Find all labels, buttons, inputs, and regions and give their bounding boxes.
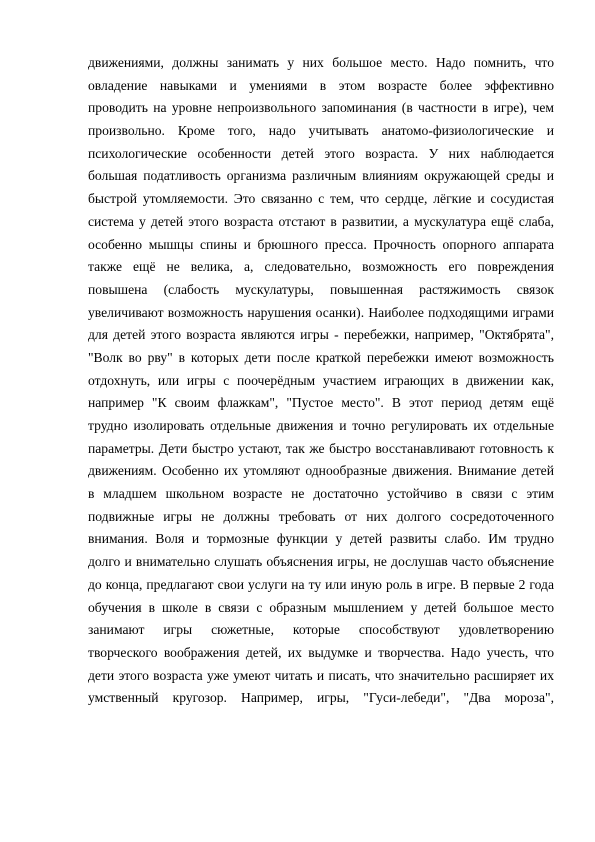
text-line: обучения в школе в связи с образным мышлением у детей большое место xyxy=(88,599,554,615)
text-line: долго и внимательно слушать объяснения игры, не дослушав часто объяснение xyxy=(88,554,554,570)
text-line: отдохнуть, или игры с поочерёдным участием играющих в движении как, xyxy=(88,372,554,388)
text-line: "Волк во рву" в которых дети после краткой перебежки имеют возможность xyxy=(88,349,554,365)
text-line: овладение навыками и умениями в этом возрасте более эффективно xyxy=(88,77,554,93)
text-line: умственный кругозор. Например, игры, "Гуси-лебеди", "Два мороза", xyxy=(88,690,554,706)
text-line: быстрой утомляемости. Это связанно с тем, что сердце, лёгкие и сосудистая xyxy=(88,191,554,207)
text-line: большая податливость организма различным влияниям окружающей среды и xyxy=(88,168,554,184)
text-line: трудно изолировать отдельные движения и точно регулировать их отдельные xyxy=(88,418,554,433)
text-line: психологические особенности детей этого возраста. У них наблюдается xyxy=(88,145,554,161)
text-line: система у детей этого возраста отстают в развитии, а мускулатура ещё слаба, xyxy=(88,213,554,229)
text-line: особенно мышцы спины и брюшного пресса. Прочность опорного аппарата xyxy=(88,236,554,252)
text-line: для детей этого возраста являются игры - перебежки, например, "Октябрята", xyxy=(88,327,554,343)
text-line: подвижные игры не должны требовать от них долгого сосредоточенного xyxy=(88,508,554,524)
text-line: повышена (слабость мускулатуры, повышенная растяжимость связок xyxy=(88,281,554,297)
text-line: например "К своим флажкам", "Пустое место". В этот период детям ещё xyxy=(88,395,554,411)
text-line: дети этого возраста уже умеют читать и писать, что значительно расширяет их xyxy=(88,667,554,683)
body-text xyxy=(88,52,554,710)
text-line: творческого воображения детей, их выдумке и творчества. Надо учесть, что xyxy=(88,644,554,660)
text-line: параметры. Дети быстро устают, так же быстро восстанавливают готовность к xyxy=(88,440,554,456)
text-line: также ещё не велика, а, следовательно, возможность его повреждения xyxy=(88,259,554,275)
text-line: произвольно. Кроме того, надо учитывать анатомо-физиологические и xyxy=(88,123,554,139)
text-line: движениями, должны занимать у них большое место. Надо помнить, что xyxy=(88,55,554,70)
text-line: проводить на уровне непроизвольного запоминания (в частности в игре), чем xyxy=(88,100,554,116)
text-line: занимают игры сюжетные, которые способствуют удовлетворению xyxy=(88,622,554,638)
text-line: увеличивают возможность нарушения осанки). Наиболее подходящими играми xyxy=(88,304,554,320)
text-line: в младшем школьном возрасте не достаточно устойчиво в связи с этим xyxy=(88,486,554,502)
text-line: движениям. Особенно их утомляют однообразные движения. Внимание детей xyxy=(88,463,554,479)
text-line: внимания. Воля и тормозные функции у детей развиты слабо. Им трудно xyxy=(88,531,554,547)
text-line: до конца, предлагают свои услуги на ту или иную роль в игре. В первые 2 года xyxy=(88,576,554,592)
